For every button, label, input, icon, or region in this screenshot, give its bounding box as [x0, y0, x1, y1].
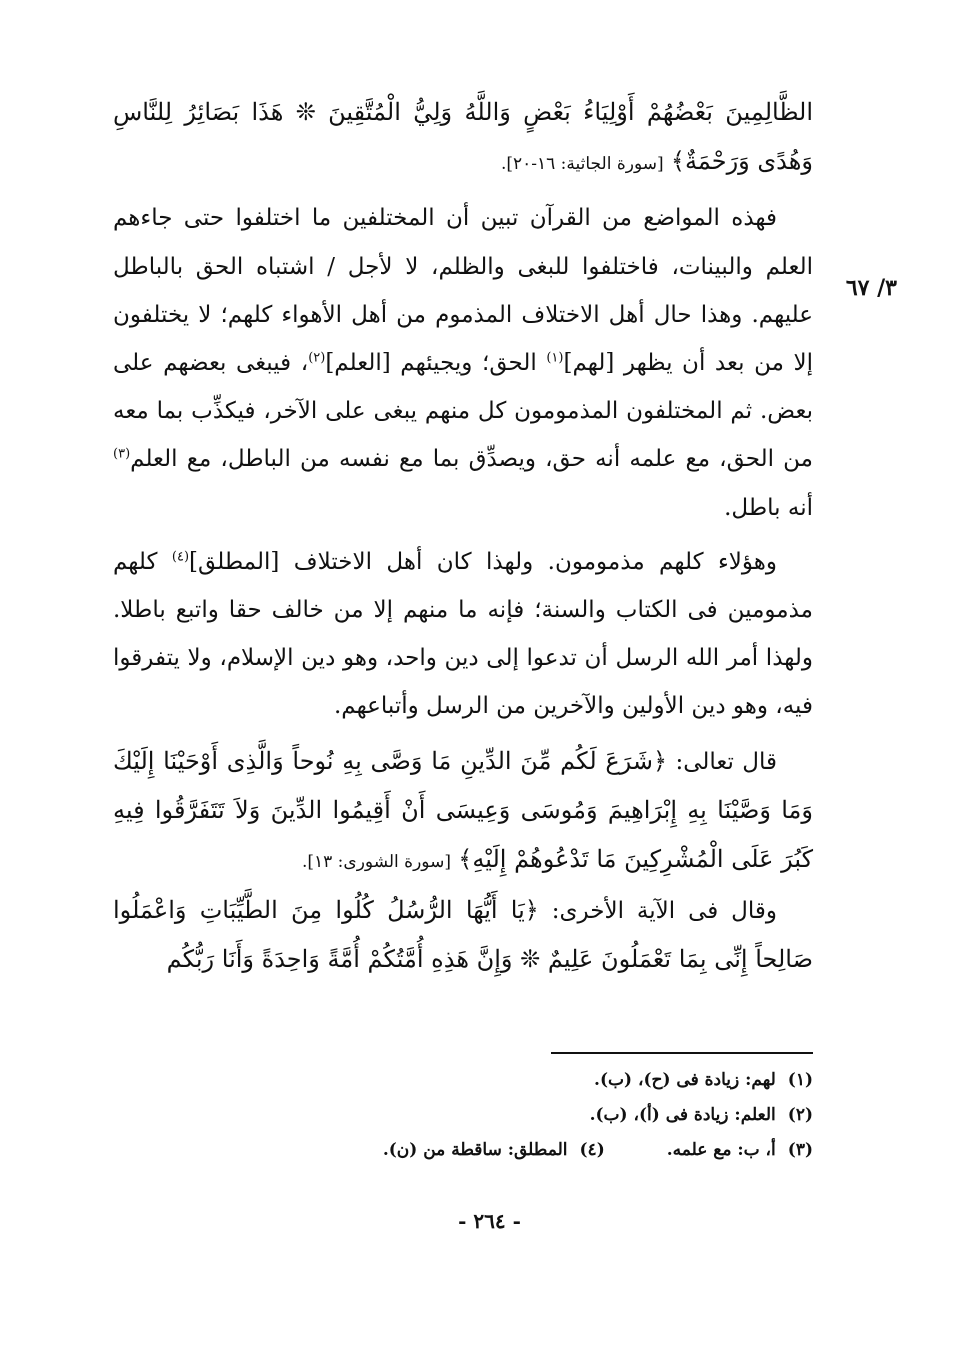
footnote-1	[113, 1063, 813, 1098]
footnote-marker: (٢)	[308, 350, 326, 366]
paragraph-muminun-verse	[113, 886, 813, 984]
footnote-number: (٤)	[579, 1140, 605, 1160]
paragraph-shura-verse	[113, 737, 813, 887]
footnote-number: (٢)	[787, 1105, 813, 1125]
footnote-number: (١)	[787, 1070, 813, 1090]
main-text	[113, 88, 813, 985]
paragraph-text: ، فيبغى بعضهم على بعض. ثم المختلفون المذمومون كل منهم يبغى على الآخر، فيكذِّب بما معه من الحق، مع علمه أنه حق، ويصدِّق بما مع نفسه من الباطل، مع العلم	[113, 350, 813, 473]
footnote-text: المطلق: ساقطة من (ن).	[382, 1140, 568, 1160]
paragraph-text: وهؤلاء كلهم مذمومون. ولهذا كان أهل الاختلاف [المطلق]	[189, 548, 777, 575]
footnote-text: لهم: زيادة فى (ح)، (ب).	[594, 1070, 776, 1090]
page-number: - ٢٦٤ -	[458, 1209, 521, 1233]
footnote-number: (٣)	[787, 1140, 813, 1160]
paragraph-text: قال تعالى:	[667, 748, 777, 775]
surah-reference: [سورة الشورى: ١٣].	[301, 852, 451, 873]
paragraph-ikhtilaf	[113, 194, 813, 531]
verse-continuation-paragraph	[113, 88, 813, 188]
footnote-divider	[551, 1052, 813, 1054]
margin-volume-page-reference: ٣/ ٦٧	[845, 275, 897, 301]
paragraph-madhmumun	[113, 538, 813, 731]
footnote-text: أ، ب: مع علمه.	[666, 1140, 776, 1160]
footnote-marker: (٣)	[113, 446, 131, 462]
paragraph-text: فهذه المواضع من القرآن تبين أن المختلفين ما اختلفوا حتى جاءهم العلم والبينات، فاختلفوا للبغى والظلم، لا لأجل / اشتباه الحق بالباطل عليهم. وهذا حال أهل الاختلاف المذموم من أهل الأهواء كلهم؛ لا يختلفون إلا من بعد أن يظهر [لهم]	[113, 205, 813, 377]
surah-reference: [سورة الجاثية: ١٦-٢٠].	[500, 154, 664, 175]
footnotes	[113, 1063, 813, 1168]
quran-verse: الظَّالِمِينَ بَعْضُهُمْ أَوْلِيَاءُ بَعْضٍ وَاللَّهُ وَلِيُّ الْمُتَّقِينَ ❊ هَذَا بَصَائِرُ لِلنَّاسِ وَهُدًى وَرَحْمَةٌ﴾	[113, 98, 813, 176]
footnote-marker: (١)	[546, 350, 564, 366]
footnote-text: العلم: زيادة فى (أ)، (ب).	[589, 1105, 776, 1125]
paragraph-text: أنه باطل.	[724, 494, 813, 521]
footnote-marker: (٤)	[171, 549, 190, 565]
footnote-2	[113, 1098, 813, 1133]
quran-verse: ﴿يَا أَيُّهَا الرُّسُلُ كُلُوا مِنَ الطَّيِّبَاتِ وَاعْمَلُوا صَالِحاً إِنِّى بِمَا تَعْمَلُونَ عَلِيمٌ ❊ وَإِنَّ هَذِهِ أُمَّتُكُمْ أُمَّةً وَاحِدَةً وَأَنَا رَبُّكُم	[113, 896, 813, 974]
quran-verse: ﴿شَرَعَ لَكُم مِّنَ الدِّينِ مَا وَصَّى بِهِ نُوحاً وَالَّذِى أَوْحَيْنَا إِلَيْكَ وَمَا وَصَّيْنَا بِهِ إِبْرَاهِيمَ وَمُوسَى وَعِيسَى أَنْ أَقِيمُوا الدِّينَ وَلاَ تَتَفَرَّقُوا فِيهِ كَبُرَ عَلَى الْمُشْرِكِينَ مَا تَدْعُوهُمْ إِلَيْهِ﴾	[113, 746, 813, 874]
paragraph-text: الحق؛ ويجيئهم [العلم]	[325, 350, 547, 377]
paragraph-text: كلهم مذمومين فى الكتاب والسنة؛ فإنه ما منهم إلا من خالف حقا واتبع باطلا. ولهذا أمر الله الرسل أن تدعوا إلى دين واحد، وهو دين الإسلام، ولا يتفرقوا فيه، وهو دين الأولين والآخرين من الرسل وأتباعهم.	[113, 548, 813, 720]
footnote-3-4	[113, 1133, 813, 1168]
paragraph-text: وقال فى الآية الأخرى:	[538, 898, 777, 925]
